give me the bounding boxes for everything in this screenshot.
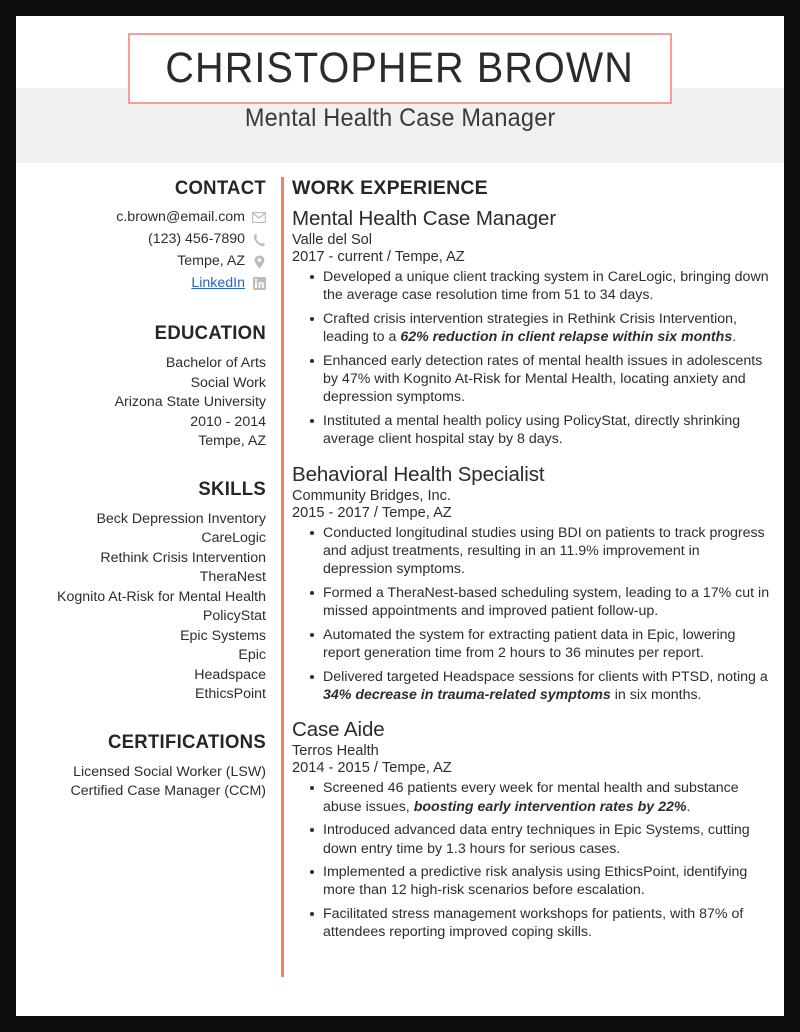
list-item: TheraNest [199, 569, 266, 585]
contact-location-text: Tempe, AZ [177, 253, 245, 269]
list-item: CareLogic [201, 530, 266, 546]
meta-separator: / [373, 760, 378, 777]
job-bullets [292, 779, 772, 941]
meta-separator: / [386, 249, 391, 265]
page-title: CHRISTOPHER BROWN [165, 44, 635, 92]
skills-heading: SKILLS [198, 477, 266, 500]
list-item: Kognito At-Risk for Mental Health [57, 588, 266, 605]
contact-section [24, 177, 266, 292]
list-item: Instituted a mental health policy using PolicyStat, directly shrinking average client hospital stay by 8 days. [292, 412, 772, 449]
sidebar [16, 177, 266, 956]
job-entry [292, 718, 772, 941]
job-entry [292, 207, 772, 449]
contact-item-location [24, 253, 266, 270]
job-title: Behavioral Health Specialist [292, 462, 545, 486]
list-item: Formed a TheraNest-based scheduling system, leading to a 17% cut in missed appointments and improved patient follow-up. [292, 584, 772, 621]
education-heading: EDUCATION [154, 322, 266, 344]
contact-item-email [24, 209, 266, 226]
map-pin-icon [252, 254, 266, 269]
job-location: Tempe, AZ [381, 760, 452, 777]
linkedin-icon [252, 276, 266, 291]
education-degree: Bachelor of Arts [165, 355, 266, 371]
job-dates: 2014 - 2015 [292, 760, 370, 777]
resume-header [16, 16, 784, 163]
list-item: Automated the system for extracting patient data in Epic, lowering report generation time from 2 hours to 36 minutes per report. [292, 626, 772, 663]
education-dates: 2010 - 2014 [190, 413, 266, 430]
education-location: Tempe, AZ [198, 433, 266, 449]
contact-email-text: c.brown@email.com [116, 209, 245, 225]
list-item: Implemented a predictive risk analysis using EthicsPoint, identifying more than 12 high-risk scenarios before escalation. [292, 863, 772, 900]
certifications-heading: CERTIFICATIONS [107, 730, 266, 753]
work-experience-column [266, 177, 784, 956]
list-item: Developed a unique client tracking system in CareLogic, bringing down the average case resolution time from 51 to 34 days. [292, 268, 772, 305]
resume-body [16, 163, 784, 956]
job-title: Mental Health Case Manager [292, 207, 557, 230]
list-item: Introduced advanced data entry techniques in Epic Systems, cutting down entry time by 1.3 hours for serious cases. [292, 821, 772, 858]
list-item: Certified Case Manager (CCM) [70, 783, 266, 799]
education-field: Social Work [190, 374, 266, 391]
meta-separator: / [373, 504, 378, 521]
job-dates: 2017 - current [292, 249, 383, 265]
contact-item-linkedin[interactable] [24, 275, 266, 292]
job-location: Tempe, AZ [381, 504, 452, 521]
job-title: Case Aide [292, 718, 385, 742]
education-school: Arizona State University [114, 394, 266, 410]
certifications-section [24, 731, 266, 802]
list-item: Facilitated stress management workshops for patients, with 87% of attendees reporting improved coping skills. [292, 905, 772, 942]
list-item: Epic [238, 647, 266, 663]
linkedin-anchor[interactable]: LinkedIn [191, 275, 245, 291]
job-entry [292, 463, 772, 705]
education-section [24, 322, 266, 452]
subtitle-container [16, 104, 784, 133]
list-item: Screened 46 patients every week for mental health and substance abuse issues, boosting early intervention rates by 22%. [292, 779, 772, 816]
job-company: Terros Health [292, 743, 379, 760]
job-company: Valle del Sol [292, 232, 373, 248]
skills-section [24, 478, 266, 705]
work-experience-heading: WORK EXPERIENCE [292, 177, 488, 199]
job-bullets [292, 524, 772, 705]
list-item: Beck Depression Inventory [96, 510, 266, 527]
contact-heading: CONTACT [174, 177, 266, 199]
list-item: Epic Systems [180, 627, 266, 644]
column-divider [281, 177, 284, 977]
list-item: Conducted longitudinal studies using BDI on patients to track progress and adjust treatments, resulting in an 11.9% improvement in depression symptoms. [292, 524, 772, 579]
list-item: Headspace [194, 666, 266, 683]
envelope-icon [252, 210, 266, 225]
contact-item-phone [24, 231, 266, 248]
job-meta [292, 760, 772, 776]
list-item: Licensed Social Worker (LSW) [73, 763, 266, 780]
job-dates: 2015 - 2017 [292, 504, 370, 521]
resume-page [16, 16, 784, 1016]
list-item: Crafted crisis intervention strategies in Rethink Crisis Intervention, leading to a 62% reduction in client relapse within six months. [292, 310, 772, 347]
job-meta [292, 249, 772, 265]
list-item: EthicsPoint [195, 686, 266, 702]
list-item: Rethink Crisis Intervention [100, 549, 266, 566]
job-location: Tempe, AZ [394, 249, 465, 265]
name-box [128, 33, 672, 104]
job-company: Community Bridges, Inc. [292, 487, 451, 504]
job-meta [292, 505, 772, 521]
list-item: Delivered targeted Headspace sessions for clients with PTSD, noting a 34% decrease in trauma-related symptoms in six months. [292, 668, 772, 705]
list-item: PolicyStat [202, 608, 266, 624]
list-item: Enhanced early detection rates of mental health issues in adolescents by 47% with Kognito At-Risk for Mental Health, locating anxiety and depression symptoms. [292, 352, 772, 407]
phone-icon [252, 232, 266, 247]
job-subtitle: Mental Health Case Manager [244, 104, 556, 132]
contact-phone-text: (123) 456-7890 [147, 231, 245, 247]
contact-linkedin-link[interactable] [191, 275, 245, 292]
job-bullets [292, 268, 772, 449]
